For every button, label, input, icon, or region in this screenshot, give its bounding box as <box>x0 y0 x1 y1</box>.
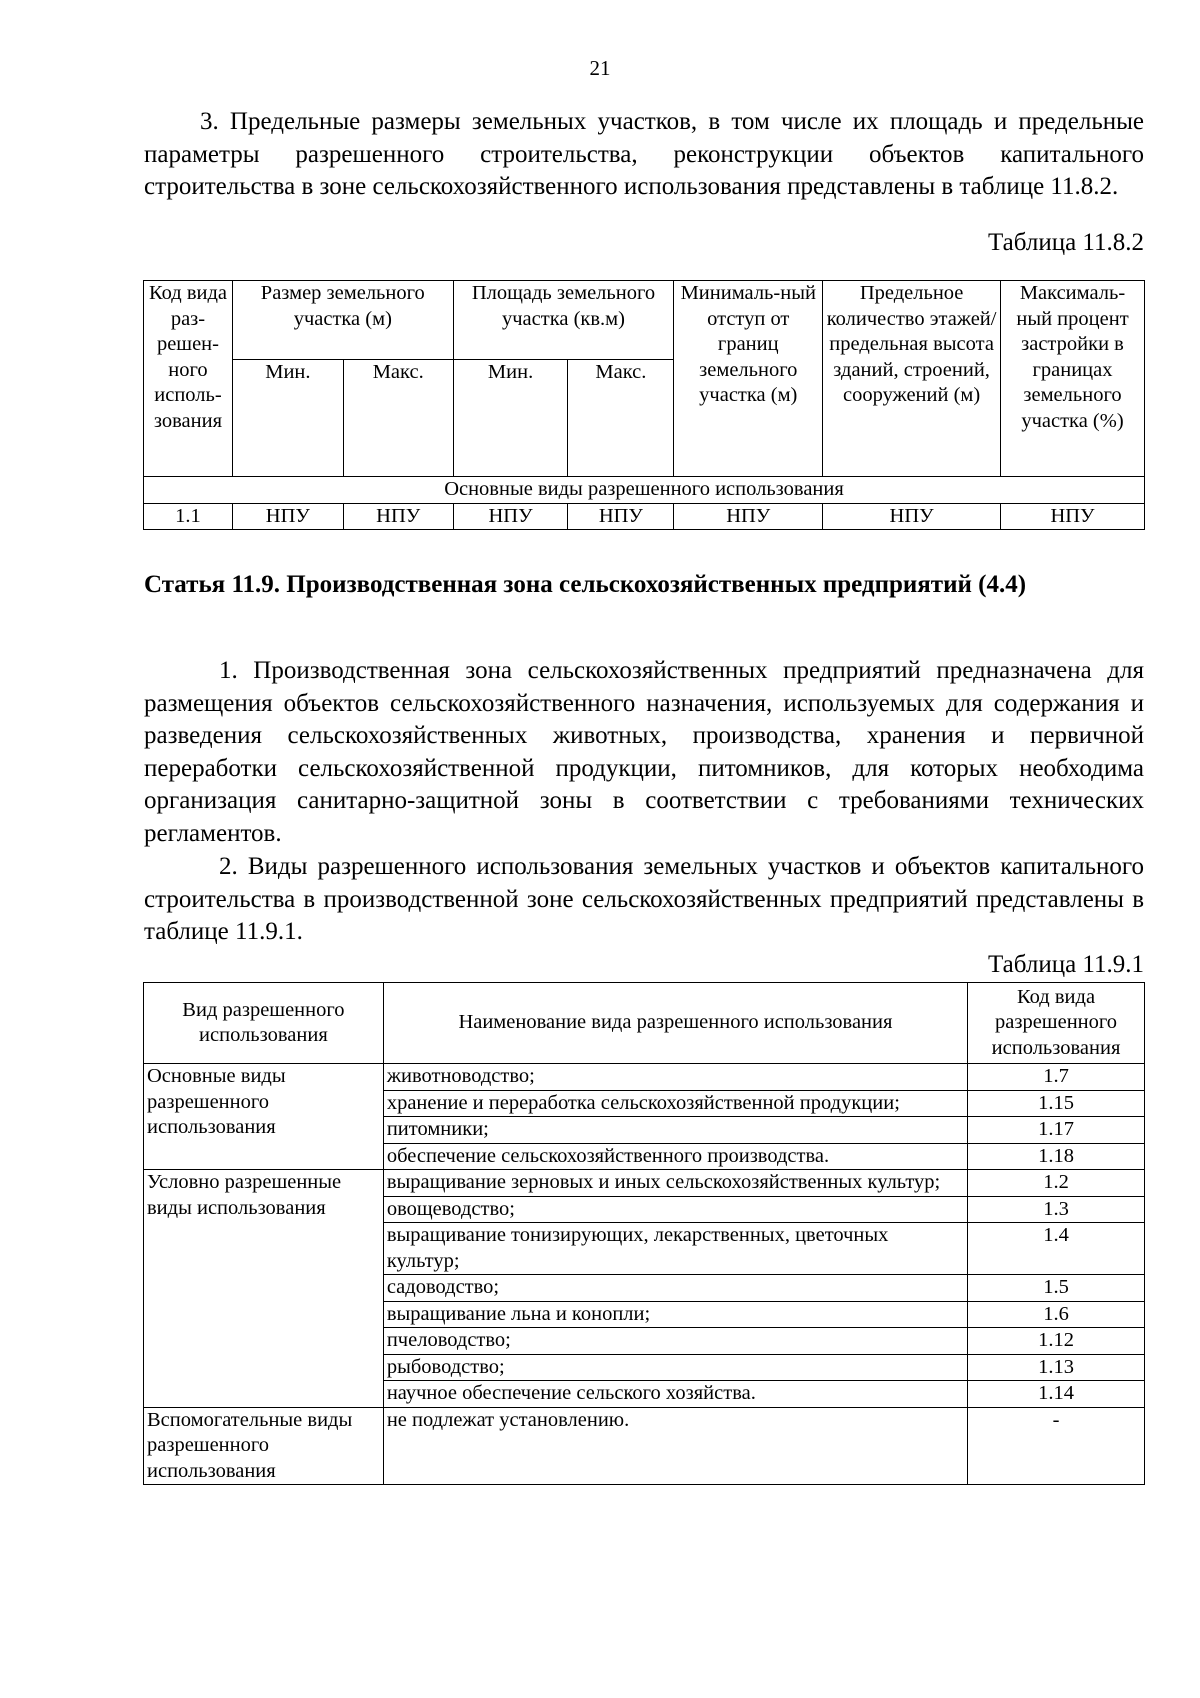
use-name: животноводство; <box>383 1064 967 1091</box>
use-name: овощеводство; <box>383 1196 967 1223</box>
use-code: 1.14 <box>968 1381 1145 1408</box>
header-setback: Минималь-ный отступ от границ земельного участка (м) <box>674 281 823 477</box>
cell: НПУ <box>1001 503 1145 530</box>
group-label-conditional: Условно разрешенные виды использования <box>144 1170 384 1408</box>
cell: НПУ <box>232 503 343 530</box>
header-percent: Максималь-ный процент застройки в границах земельного участка (%) <box>1001 281 1145 477</box>
use-code: 1.6 <box>968 1301 1145 1328</box>
header-area-max: Макс. <box>568 360 674 477</box>
header-name: Наименование вида разрешенного использования <box>383 983 967 1064</box>
use-code: 1.12 <box>968 1328 1145 1355</box>
table-row <box>144 1407 1145 1485</box>
article-title: Статья 11.9. Производственная зона сельскохозяйственных предприятий (4.4) <box>144 571 1027 598</box>
use-name: выращивание льна и конопли; <box>383 1301 967 1328</box>
cell-code: 1.1 <box>144 503 233 530</box>
table-11-8-2 <box>143 280 1145 530</box>
use-code: - <box>968 1407 1145 1485</box>
use-name: выращивание зерновых и иных сельскохозяйственных культур; <box>383 1170 967 1197</box>
table-11-9-1 <box>143 982 1145 1485</box>
header-kind: Вид разрешенного использования <box>144 983 384 1064</box>
use-code: 1.4 <box>968 1223 1145 1275</box>
use-name: выращивание тонизирующих, лекарственных, цветочных культур; <box>383 1223 967 1275</box>
header-size-max: Макс. <box>343 360 453 477</box>
header-size-min: Мин. <box>232 360 343 477</box>
header-floors: Предельное количество этажей/ предельная высота зданий, строений, сооружений (м) <box>823 281 1001 477</box>
header-code: Код вида разрешенного использования <box>968 983 1145 1064</box>
section-row: Основные виды разрешенного использования <box>144 477 1145 504</box>
use-code: 1.15 <box>968 1090 1145 1117</box>
use-name: питомники; <box>383 1117 967 1144</box>
table-row <box>144 503 1145 530</box>
section-3-text: 3. Предельные размеры земельных участков, в том числе их площадь и предельные параметры разрешенного строительства, реконструкции объектов капитального строительства в зоне сельскохозяйственного использования представлены в таблице 11.8.2. <box>144 108 1144 200</box>
table-row <box>144 1170 1145 1197</box>
group-label-auxiliary: Вспомогательные виды разрешенного использования <box>144 1407 384 1485</box>
paragraph-1: 1. Производственная зона сельскохозяйственных предприятий предназначена для размещения объектов сельскохозяйственного назначения, используемых для содержания и разведения сельскохозяйственных животных, производства, хранения и первичной переработки сельскохозяйственной продукции, питомников, для которых необходима организация санитарно-защитной зоны в соответствии с требованиями технических регламентов. <box>144 657 1144 847</box>
use-name: обеспечение сельскохозяйственного производства. <box>383 1143 967 1170</box>
use-name: хранение и переработка сельскохозяйственной продукции; <box>383 1090 967 1117</box>
use-code: 1.2 <box>968 1170 1145 1197</box>
use-name: научное обеспечение сельского хозяйства. <box>383 1381 967 1408</box>
use-name: не подлежат установлению. <box>383 1407 967 1485</box>
use-code: 1.7 <box>968 1064 1145 1091</box>
use-name: садоводство; <box>383 1275 967 1302</box>
header-code: Код вида раз-решен-ного исполь-зования <box>144 281 233 477</box>
cell: НПУ <box>674 503 823 530</box>
use-name: рыбоводство; <box>383 1354 967 1381</box>
table-11-9-1-caption: Таблица 11.9.1 <box>988 951 1144 978</box>
group-label-main: Основные виды разрешенного использования <box>144 1064 384 1170</box>
use-code: 1.17 <box>968 1117 1145 1144</box>
header-area: Площадь земельного участка (кв.м) <box>453 281 674 360</box>
header-size: Размер земельного участка (м) <box>232 281 453 360</box>
page-number: 21 <box>589 56 611 80</box>
paragraph-2: 2. Виды разрешенного использования земельных участков и объектов капитального строительства в производственной зоне сельскохозяйственных предприятий представлены в таблице 11.9.1. <box>144 853 1144 945</box>
cell: НПУ <box>568 503 674 530</box>
table-11-8-2-caption: Таблица 11.8.2 <box>988 229 1144 256</box>
table-row <box>144 1064 1145 1091</box>
use-code: 1.13 <box>968 1354 1145 1381</box>
header-area-min: Мин. <box>453 360 568 477</box>
cell: НПУ <box>823 503 1001 530</box>
use-name: пчеловодство; <box>383 1328 967 1355</box>
use-code: 1.5 <box>968 1275 1145 1302</box>
cell: НПУ <box>343 503 453 530</box>
use-code: 1.3 <box>968 1196 1145 1223</box>
cell: НПУ <box>453 503 568 530</box>
use-code: 1.18 <box>968 1143 1145 1170</box>
